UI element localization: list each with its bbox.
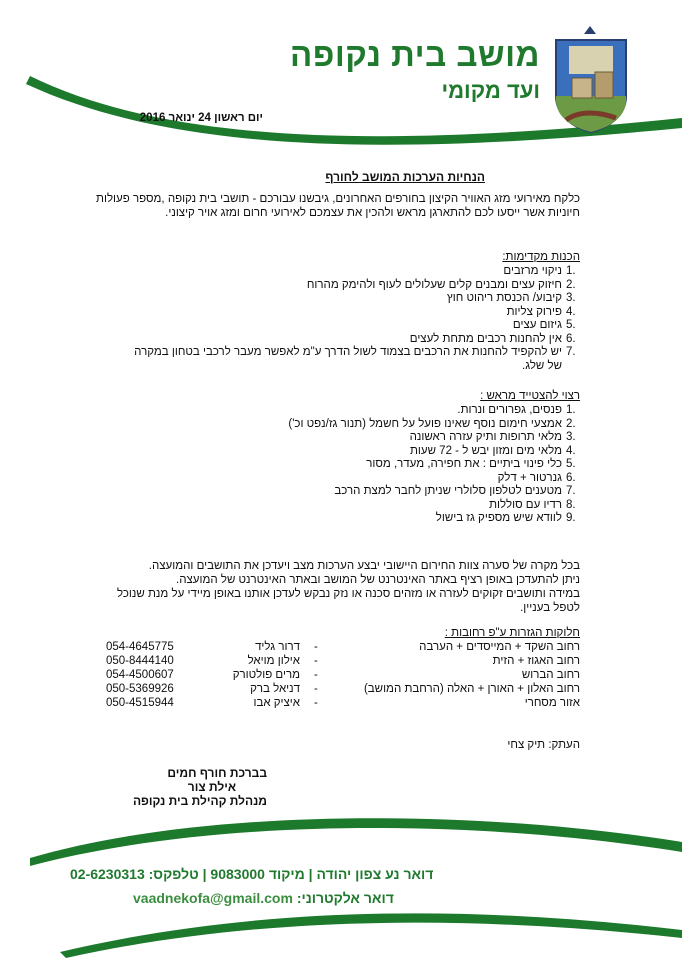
street-cell: אזור מסחרי <box>524 697 580 709</box>
phone-cell: 054-4500607 <box>106 669 174 681</box>
contact-name-cell: דרור גליד <box>255 641 300 653</box>
list-number: 3. <box>566 431 576 443</box>
list-text: גיזום עצים <box>512 319 562 331</box>
list-text: קיבוע/ הכנסת ריהוט חוץ <box>446 292 562 304</box>
list-item <box>120 418 586 432</box>
list-text: כלי פינוי ביתיים : את חפירה, מעדר, מסור <box>366 458 562 470</box>
list-text: אין להחנות רכבים מתחת לעצים <box>409 332 562 345</box>
prep-list <box>120 265 586 373</box>
dash-cell: - <box>314 655 318 667</box>
signature-name: אילת צור <box>187 780 236 794</box>
streets-section-title: חלוקות הגזרות ע"פ רחובות : <box>444 627 580 639</box>
letter-date: יום ראשון 24 ינואר 2016 <box>139 112 263 124</box>
list-text: פירוק צליות <box>506 305 562 318</box>
signature-role: מנהלת קהילת בית נקופה <box>132 794 267 808</box>
list-item <box>120 306 586 320</box>
list-number: 7. <box>566 346 576 358</box>
contact-name-cell: איציק אבו <box>253 697 300 709</box>
list-text: ניקוי מרזבים <box>503 265 562 277</box>
street-cell: רחוב האלון + האורן + האלה (הרחבת המושב) <box>363 683 580 695</box>
crest-emblem <box>556 26 626 132</box>
list-item <box>120 472 586 486</box>
list-item <box>120 346 586 373</box>
list-item <box>120 319 586 333</box>
list-number: 5. <box>566 319 576 331</box>
list-item <box>120 265 586 279</box>
list-item <box>120 292 586 306</box>
committee-subtitle: ועד מקומי <box>441 78 540 103</box>
email-link[interactable]: vaadnekofa@gmail.com <box>133 890 293 906</box>
list-item <box>120 499 586 513</box>
footer-wave-bottom <box>60 913 682 958</box>
list-item <box>120 458 586 472</box>
list-item <box>120 445 586 459</box>
footer-wave-top <box>30 818 682 866</box>
closing-paragraph <box>94 559 580 615</box>
list-item <box>120 485 586 499</box>
list-number: 1. <box>566 265 576 277</box>
table-row <box>0 669 682 683</box>
list-item <box>120 279 586 293</box>
contact-name-cell: אילון מויאל <box>247 655 300 667</box>
list-text: רדיו עם סוללות <box>489 498 562 511</box>
closing-line: ניתן להתעדכן באופן רציף באתר האינטרנט של המושב ובאתר האינטרנט של המועצה. <box>176 574 580 586</box>
village-title: מושב בית נקופה <box>290 36 540 73</box>
list-number: 2. <box>566 417 576 430</box>
list-number: 5. <box>566 458 576 470</box>
list-number: 8. <box>566 498 576 511</box>
list-text: גנרטור + דלק <box>497 471 562 484</box>
contact-name-cell: מרים פולטורק <box>232 669 300 681</box>
list-number: 6. <box>566 471 576 484</box>
dash-cell: - <box>314 641 318 653</box>
list-text: יש להקפיד להחנות את הרכבים בצמוד לשול הדרך ע"מ לאפשר מעבר לרכבי בטחון במקרה של שלג. <box>134 346 562 372</box>
closing-line: בכל מקרה של סערה צוות החירום היישובי יבצע הערכות מצב ויעדכן את התושבים והמועצה. <box>148 560 580 572</box>
list-number: 9. <box>566 512 576 524</box>
footer-address: דואר נע צפון יהודה | מיקוד 9083000 | טלפקס: 02-6230313 <box>70 866 434 882</box>
prep-section-title: הכנות מקדימות: <box>502 251 580 263</box>
list-item <box>120 333 586 347</box>
dash-cell: - <box>314 683 318 695</box>
list-item <box>120 404 586 418</box>
email-label: דואר אלקטרוני: <box>296 890 394 906</box>
table-row <box>0 641 682 655</box>
footer-email-line <box>133 890 394 906</box>
closing-line: במידה ותושבים זקוקים לעזרה או מזהים סכנה או נזק נבקש לעדכן אותנו באופן מיידי על מנת שנוכל לטפל בעניין. <box>117 588 580 614</box>
list-number: 6. <box>566 332 576 345</box>
dash-cell: - <box>314 669 318 681</box>
list-number: 3. <box>566 292 576 304</box>
list-text: מלאי תרופות ותיק עזרה ראשונה <box>409 431 562 443</box>
list-item <box>120 431 586 445</box>
table-row <box>0 683 682 697</box>
supplies-section-title: רצוי להצטייד מראש : <box>480 390 580 402</box>
list-text: אמצעי חימום נוסף שאינו פועל על חשמל (תנור גז/נפט וכ') <box>288 417 562 430</box>
list-number: 2. <box>566 278 576 291</box>
street-cell: רחוב הברוש <box>521 669 580 681</box>
intro-paragraph: כלקח מאירועי מזג האוויר הקיצון בחורפים האחרונים, גיבשנו עבורכם - תושבי בית נקופה ,מספר פעולות חיוניות אשר ייסעו לכם להתארגן מראש ולהכין את עצמכם לאירועי חרום ומזג אויר קיצוני. <box>96 193 580 219</box>
list-number: 4. <box>566 305 576 318</box>
list-number: 1. <box>566 404 576 416</box>
contact-name-cell: דניאל ברק <box>250 683 300 695</box>
letter-heading: הנחיות הערכות המושב לחורף <box>325 170 485 184</box>
phone-cell: 050-5369926 <box>106 683 174 695</box>
table-row <box>0 697 682 711</box>
list-text: לוודא שיש מספיק גז בישול <box>435 512 562 524</box>
list-text: מלאי מים ומזון יבש ל - 72 שעות <box>409 444 562 457</box>
supplies-list <box>120 404 586 526</box>
list-number: 4. <box>566 444 576 457</box>
phone-cell: 050-4515944 <box>106 697 174 709</box>
cc-line: העתק: תיק צחי <box>507 739 580 751</box>
street-cell: רחוב האגוז + הזית <box>492 655 580 667</box>
list-text: פנסים, גפרורים ונרות. <box>457 404 562 416</box>
list-text: חיזוק עצים ומבנים קלים שעלולים לעוף ולהימק מהרוח <box>306 278 562 291</box>
phone-cell: 050-8444140 <box>106 655 174 667</box>
phone-cell: 054-4645775 <box>106 641 174 653</box>
street-cell: רחוב השקד + המייסדים + הערבה <box>419 641 580 653</box>
dash-cell: - <box>314 697 318 709</box>
list-number: 7. <box>566 485 576 497</box>
list-item <box>120 512 586 526</box>
table-row <box>0 655 682 669</box>
list-text: מטענים לטלפון סלולרי שניתן לחבר למצת הרכב <box>334 485 562 497</box>
signature-greeting: בברכת חורף חמים <box>167 766 267 780</box>
